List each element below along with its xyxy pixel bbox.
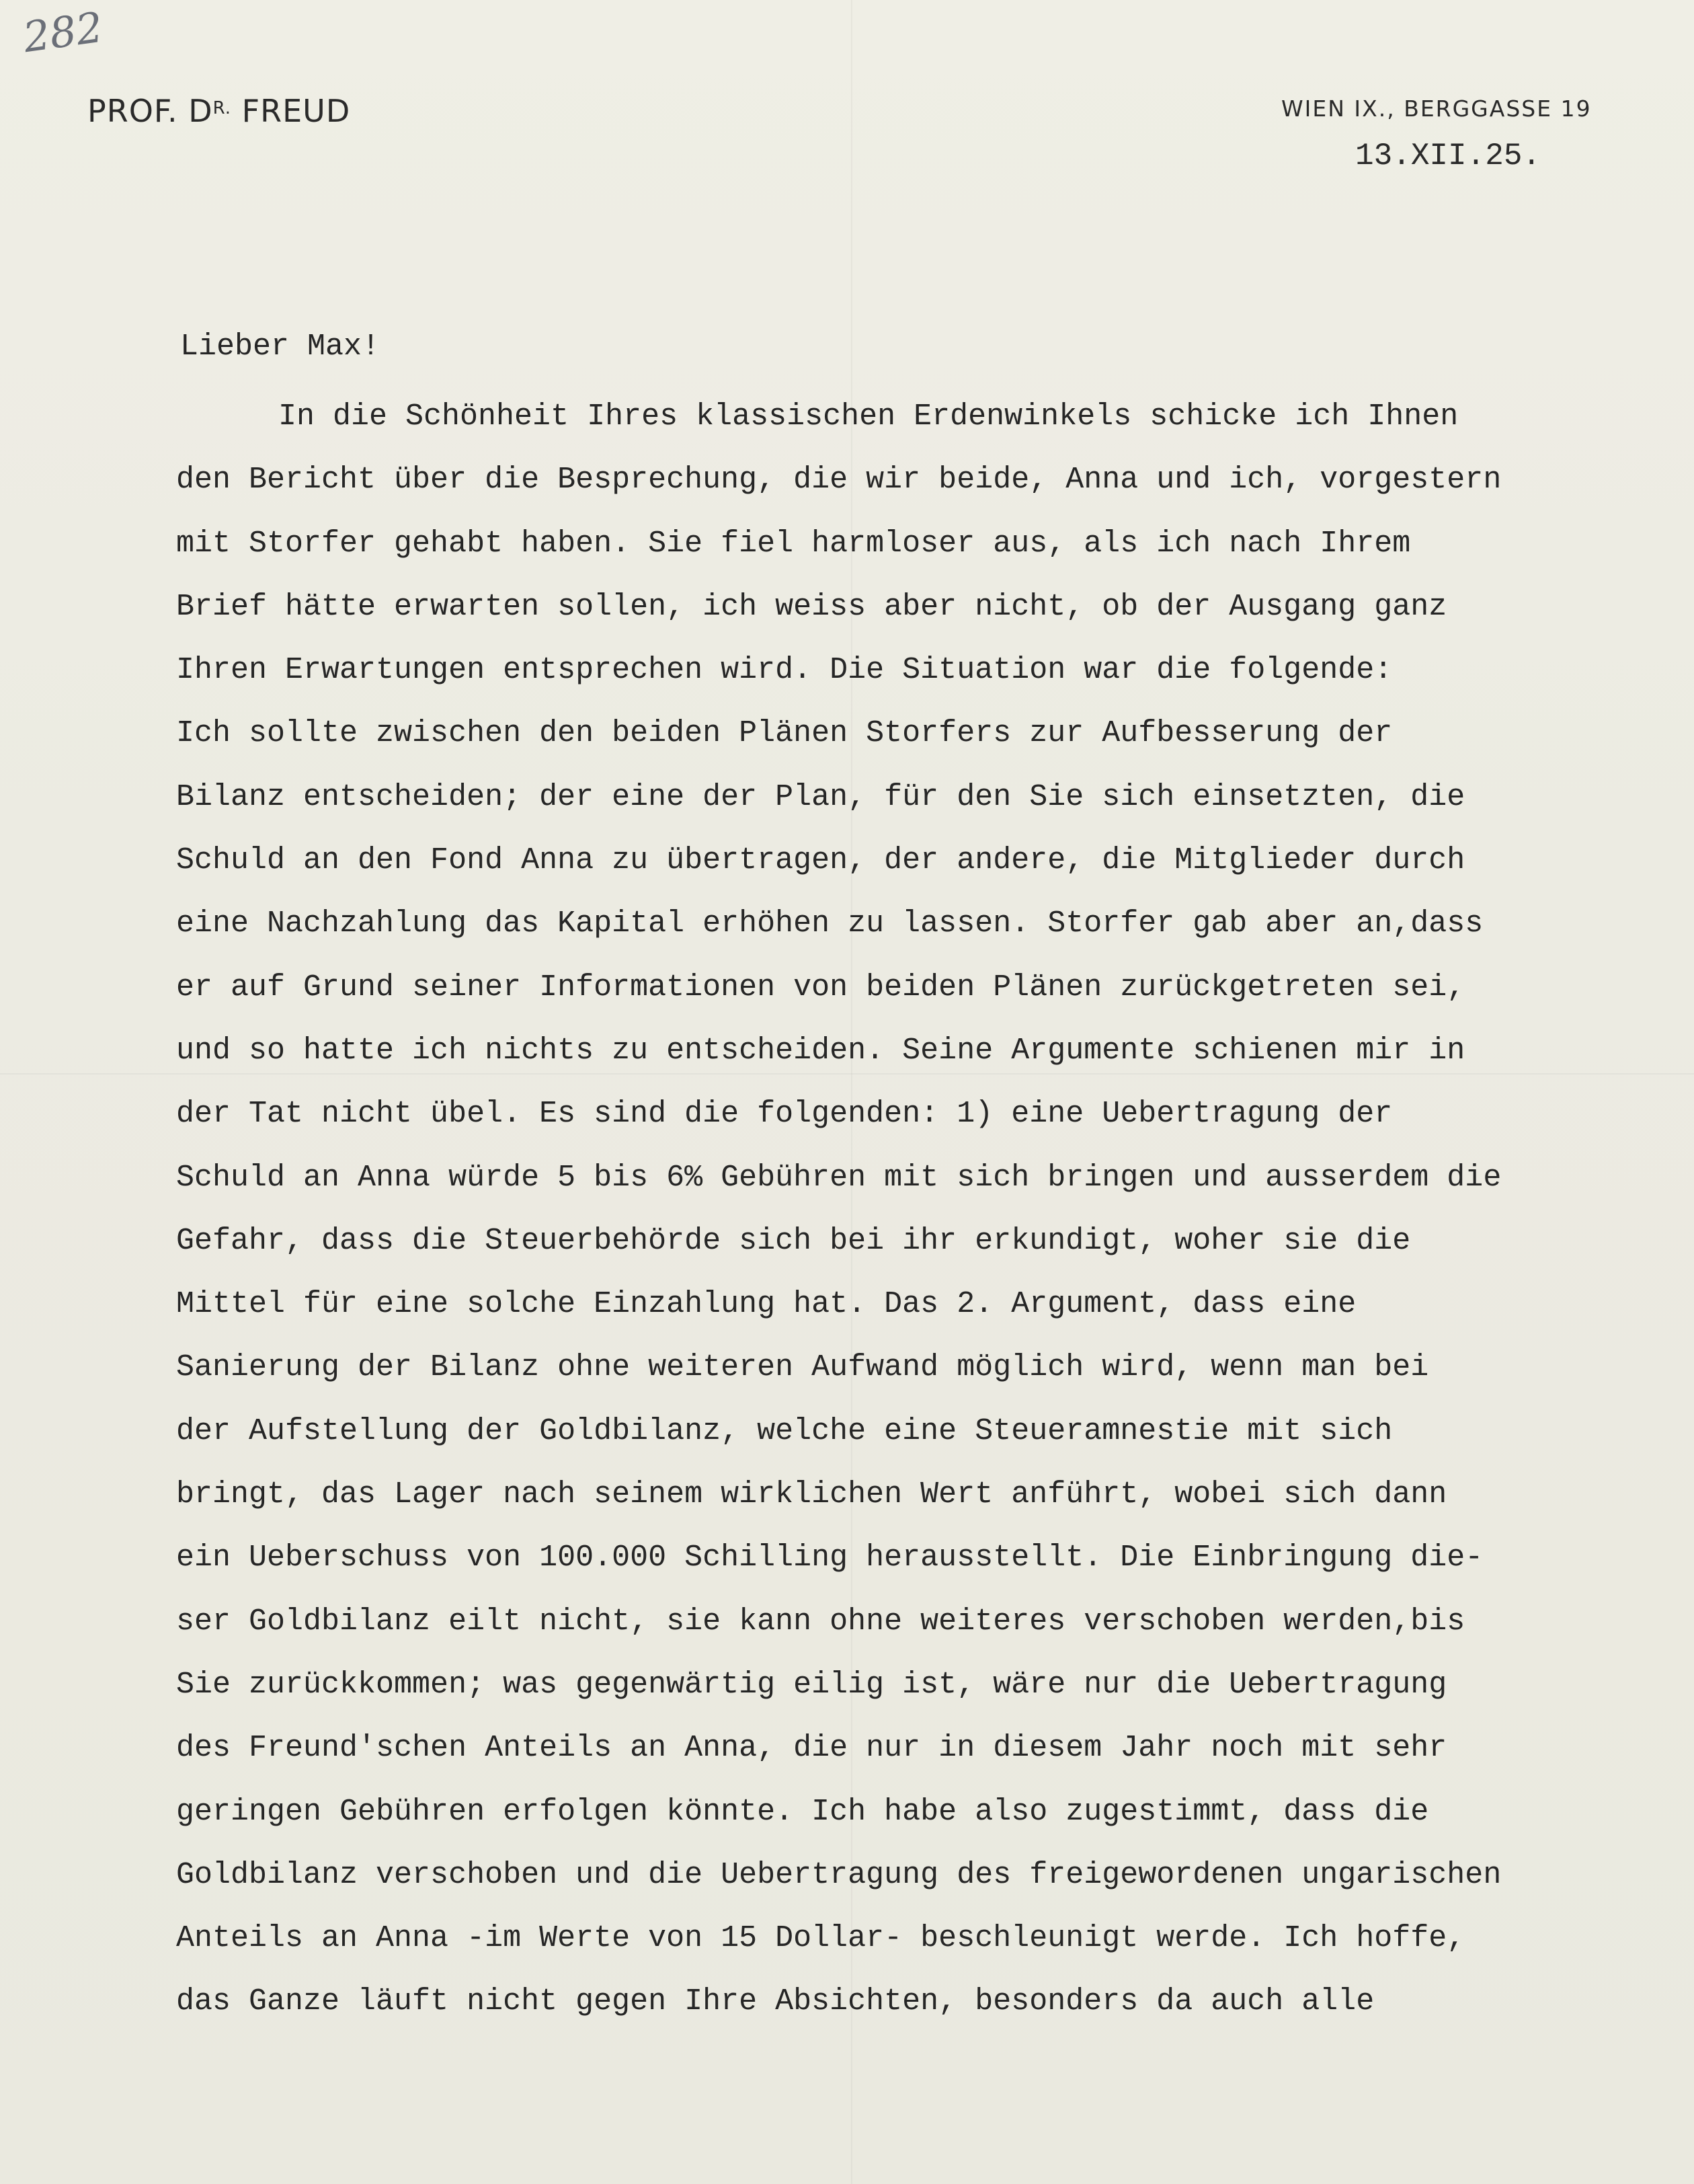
body-line: Ich sollte zwischen den beiden Plänen Storfers zur Aufbesserung der bbox=[176, 716, 1393, 751]
body-line: Anteils an Anna -im Werte von 15 Dollar- beschleunigt werde. Ich hoffe, bbox=[176, 1921, 1465, 1956]
letterhead-name-prefix: PROF. D bbox=[87, 93, 213, 129]
body-line: In die Schönheit Ihres klassischen Erdenwinkels schicke ich Ihnen bbox=[278, 399, 1459, 434]
body-line: Sie zurückkommen; was gegenwärtig eilig ist, wäre nur die Uebertragung bbox=[176, 1667, 1447, 1702]
body-line: der Aufstellung der Goldbilanz, welche eine Steueramnestie mit sich bbox=[176, 1413, 1393, 1448]
body-line: mit Storfer gehabt haben. Sie fiel harmloser aus, als ich nach Ihrem bbox=[176, 526, 1411, 561]
body-line: ser Goldbilanz eilt nicht, sie kann ohne weiteres verschoben werden,bis bbox=[176, 1604, 1465, 1639]
body-line: Gefahr, dass die Steuerbehörde sich bei ihr erkundigt, woher sie die bbox=[176, 1223, 1411, 1258]
letterhead-name-superscript: R. bbox=[212, 98, 232, 118]
body-line: des Freund'schen Anteils an Anna, die nur in diesem Jahr noch mit sehr bbox=[176, 1731, 1447, 1766]
letterhead-name-suffix: FREUD bbox=[231, 93, 351, 129]
body-line: Ihren Erwartungen entsprechen wird. Die Situation war die folgende: bbox=[176, 653, 1393, 688]
body-line: den Bericht über die Besprechung, die wir beide, Anna und ich, vorgestern bbox=[176, 463, 1502, 498]
archive-number: 282 bbox=[20, 2, 106, 63]
body-line: ein Ueberschuss von 100.000 Schilling herausstellt. Die Einbringung die- bbox=[176, 1540, 1484, 1575]
letter-date: 13.XII.25. bbox=[1355, 139, 1541, 173]
body-line: Goldbilanz verschoben und die Uebertragung des freigewordenen ungarischen bbox=[176, 1857, 1502, 1892]
body-line: Schuld an den Fond Anna zu übertragen, der andere, die Mitglieder durch bbox=[176, 843, 1465, 878]
body-line: Bilanz entscheiden; der eine der Plan, für den Sie sich einsetzten, die bbox=[176, 779, 1465, 814]
body-line: das Ganze läuft nicht gegen Ihre Absichten, besonders da auch alle bbox=[176, 1984, 1375, 2019]
body-line: Brief hätte erwarten sollen, ich weiss aber nicht, ob der Ausgang ganz bbox=[176, 589, 1447, 624]
letterhead-name bbox=[87, 93, 350, 129]
body-line: und so hatte ich nichts zu entscheiden. Seine Argumente schienen mir in bbox=[176, 1033, 1465, 1068]
body-line: bringt, das Lager nach seinem wirklichen Wert anführt, wobei sich dann bbox=[176, 1477, 1447, 1512]
body-line: geringen Gebühren erfolgen könnte. Ich habe also zugestimmt, dass die bbox=[176, 1794, 1429, 1829]
body-line: Mittel für eine solche Einzahlung hat. Das 2. Argument, dass eine bbox=[176, 1287, 1357, 1322]
letter-greeting: Lieber Max! bbox=[180, 329, 380, 364]
body-line: Schuld an Anna würde 5 bis 6% Gebühren mit sich bringen und ausserdem die bbox=[176, 1160, 1502, 1195]
letterhead-address: WIEN IX., BERGGASSE 19 bbox=[1281, 95, 1592, 122]
body-line: Sanierung der Bilanz ohne weiteren Aufwand möglich wird, wenn man bei bbox=[176, 1350, 1429, 1385]
body-line: er auf Grund seiner Informationen von beiden Plänen zurückgetreten sei, bbox=[176, 970, 1465, 1005]
letter-body bbox=[176, 397, 1621, 2045]
body-line: eine Nachzahlung das Kapital erhöhen zu lassen. Storfer gab aber an,dass bbox=[176, 906, 1484, 941]
body-line: der Tat nicht übel. Es sind die folgenden: 1) eine Uebertragung der bbox=[176, 1097, 1393, 1132]
